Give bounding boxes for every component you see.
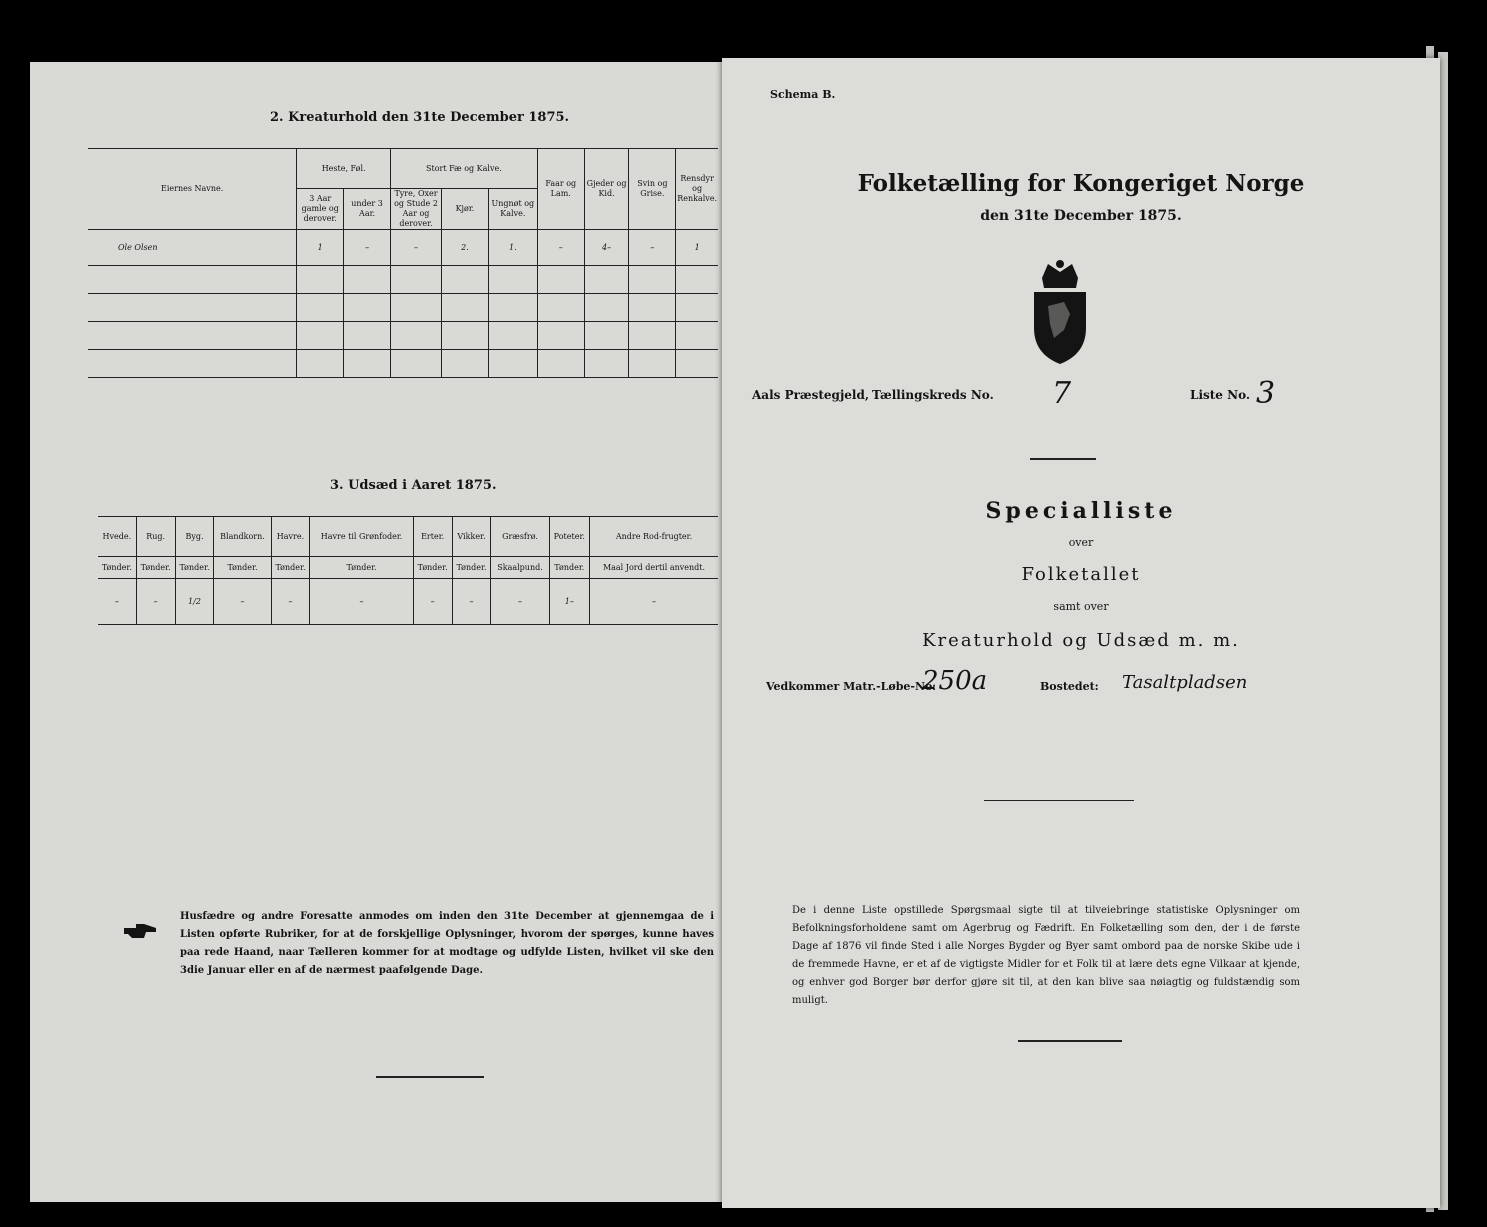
heste-sub-1: 3 Aar gamle og derover. (297, 189, 344, 230)
udsaed-header: Rug. (136, 517, 175, 557)
kreatur-value: 1 (676, 230, 718, 266)
udsaed-value: – (214, 579, 271, 625)
udsaed-unit: Tønder. (310, 557, 413, 579)
udsaed-unit: Tønder. (413, 557, 452, 579)
udsaed-header: Andre Rod-frugter. (590, 517, 719, 557)
udsaed-unit: Tønder. (214, 557, 271, 579)
udsaed-value: – (491, 579, 549, 625)
kreatur-value: 4– (584, 230, 629, 266)
kreds-label: Tællingskreds No. (872, 388, 994, 402)
udsaed-value: – (590, 579, 719, 625)
faar-header: Faar og Lam. (537, 149, 584, 230)
specialliste-title: Specialliste (985, 498, 1177, 524)
stort-sub-2: Kjør. (442, 189, 489, 230)
info-paragraph: De i denne Liste opstillede Spørgsmaal sigte til at tilveiebringe statistiske Oplysninger om Befolkningsforholdene samt om Agerbrug og Fædrift. En Folketælling som den, der i de første Dage af 1876 vil finde Sted i alle Norges Bygder og Byer samt ombord paa de norske Skibe ude i de fremmede Havne, er et af de vigtigste Midler for et Folk til at lære dets egne Vilkaar at kjende, og enhver god Borger bør derfor gjøre sit til, at den kan blive saa nøiagtig og fuldstændig som muligt. (792, 905, 1300, 1006)
kreatur-table (88, 148, 718, 378)
udsaed-header: Byg. (175, 517, 214, 557)
main-title: Folketælling for Kongeriget Norge (857, 170, 1305, 197)
section2-title: 2. Kreaturhold den 31te December 1875. (270, 110, 570, 125)
udsaed-header: Erter. (413, 517, 452, 557)
kreatur-value: – (629, 230, 676, 266)
udsaed-unit: Skaalpund. (491, 557, 549, 579)
heste-sub-2: under 3 Aar. (344, 189, 391, 230)
section3-title: 3. Udsæd i Aaret 1875. (330, 478, 497, 493)
divider (1018, 1040, 1122, 1042)
pointing-hand-icon (122, 920, 158, 942)
udsaed-unit: Tønder. (271, 557, 310, 579)
udsaed-value: 1– (549, 579, 589, 625)
udsaed-header: Hvede. (98, 517, 136, 557)
udsaed-unit: Tønder. (136, 557, 175, 579)
udsaed-header: Havre til Grønfoder. (310, 517, 413, 557)
udsaed-value: – (136, 579, 175, 625)
divider (376, 1076, 484, 1078)
bosted-label: Bostedet: (1040, 680, 1099, 693)
udsaed-header: Havre. (271, 517, 310, 557)
stort-sub-1: Tyre, Oxer og Stude 2 Aar og derover. (391, 189, 442, 230)
liste-value: 3 (1256, 376, 1276, 411)
kreatur-value: – (391, 230, 442, 266)
bosted-value: Tasaltpladsen (1122, 672, 1248, 693)
kreatur-value: – (537, 230, 584, 266)
stort-sub-3: Ungnøt og Kalve. (488, 189, 537, 230)
udsaed-value: – (413, 579, 452, 625)
svin-header: Svin og Grise. (629, 149, 676, 230)
right-page (722, 58, 1440, 1208)
folketallet-text: Folketallet (1021, 564, 1141, 585)
udsaed-value: 1/2 (175, 579, 214, 625)
kreatur-value: 2. (442, 230, 489, 266)
udsaed-value: – (452, 579, 491, 625)
udsaed-value: – (310, 579, 413, 625)
kreaturhold-text: Kreaturhold og Udsæd m. m. (922, 630, 1240, 651)
stort-header: Stort Fæ og Kalve. (391, 149, 538, 189)
date-line: den 31te December 1875. (980, 208, 1182, 224)
udsaed-value: – (98, 579, 136, 625)
udsaed-header: Vikker. (452, 517, 491, 557)
matr-label: Vedkommer Matr.-Løbe-No. (766, 680, 936, 693)
kreatur-value: – (344, 230, 391, 266)
udsaed-table (98, 516, 718, 625)
rensdyr-header: Rensdyr og Renkalve. (676, 149, 718, 230)
gjeder-header: Gjeder og Kid. (584, 149, 629, 230)
udsaed-header: Blandkorn. (214, 517, 271, 557)
udsaed-unit: Tønder. (98, 557, 136, 579)
over-text: over (1068, 536, 1094, 549)
heste-header: Heste, Føl. (297, 149, 391, 189)
udsaed-header: Græsfrø. (491, 517, 549, 557)
udsaed-unit: Maal Jord dertil anvendt. (590, 557, 719, 579)
coat-of-arms-icon (1028, 258, 1092, 366)
divider (1030, 458, 1096, 460)
samt-over-text: samt over (1053, 600, 1109, 613)
divider (984, 800, 1134, 801)
udsaed-unit: Tønder. (175, 557, 214, 579)
matr-value: 250a (922, 666, 988, 696)
udsaed-unit: Tønder. (452, 557, 491, 579)
kreatur-value: 1 (297, 230, 344, 266)
notice-text: Husfædre og andre Foresatte anmodes om inden den 31te December at gjennemgaa de i Listen opførte Rubriker, for at de forskjellige Oplysninger, hvorom der spørges, kunne haves paa rede Haand, naar Tælleren kommer for at modtage og udfylde Listen, hvilket vil ske den 3die Januar eller en af de nærmest paafølgende Dage. (180, 911, 714, 976)
udsaed-unit: Tønder. (549, 557, 589, 579)
prestegjeld-label: Aals Præstegjeld, (752, 388, 870, 402)
schema-label: Schema B. (770, 88, 836, 101)
kreds-value: 7 (1052, 376, 1072, 411)
udsaed-value: – (271, 579, 310, 625)
owner-header: Eiernes Navne. (88, 149, 297, 230)
kreatur-value: 1. (488, 230, 537, 266)
left-page (30, 62, 724, 1202)
liste-label: Liste No. (1190, 388, 1251, 402)
owner-name: Ole Olsen (88, 230, 297, 266)
udsaed-header: Poteter. (549, 517, 589, 557)
